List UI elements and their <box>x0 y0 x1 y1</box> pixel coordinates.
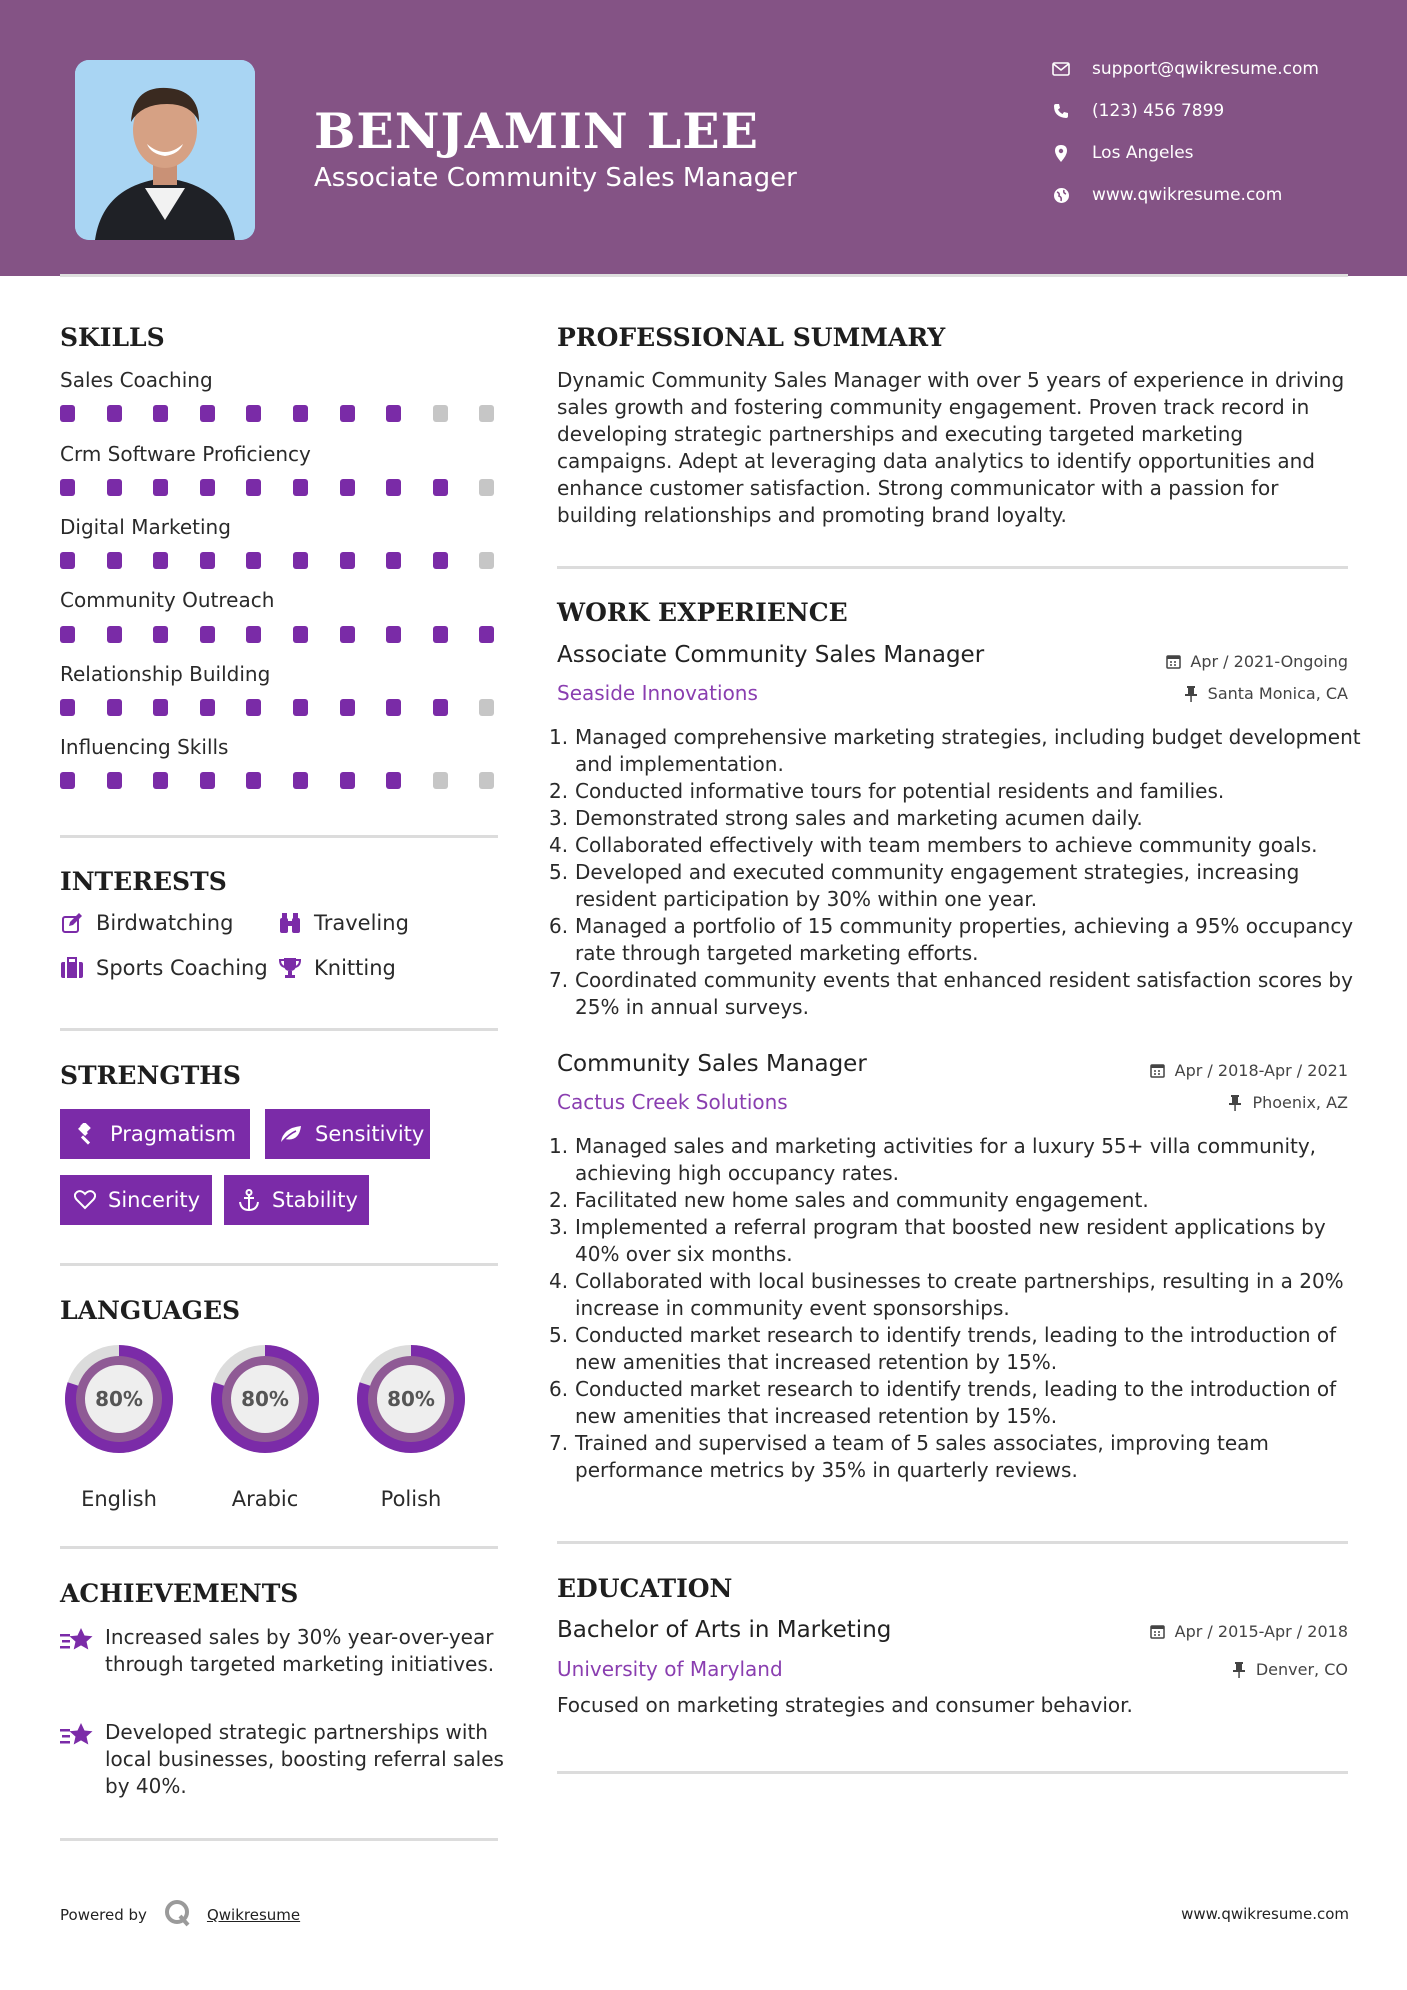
skill-dot-filled <box>107 552 122 569</box>
gavel-icon <box>74 1122 98 1146</box>
strength-tag <box>224 1175 369 1225</box>
skill-dot-filled <box>107 405 122 422</box>
job-bullet: 5. Conducted market research to identify trends, leading to the introduction of new amenities that increased retention by 15%. <box>549 1323 1337 1374</box>
anchor-icon <box>238 1188 260 1212</box>
interest-label: Traveling <box>314 911 409 935</box>
job-location-text: Santa Monica, CA <box>1207 684 1348 703</box>
skill-dot-filled <box>340 405 355 422</box>
skill-name: Digital Marketing <box>60 515 231 539</box>
job-bullet: 2. Facilitated new home sales and community engagement. <box>549 1188 1149 1212</box>
skill-dot-filled <box>386 405 401 422</box>
school-name: University of Maryland <box>557 1657 783 1681</box>
job-location <box>1182 684 1348 703</box>
languages-heading: LANGUAGES <box>60 1296 241 1325</box>
job-bullets <box>549 1133 1362 1484</box>
contact-location-text: Los Angeles <box>1092 143 1194 163</box>
language-percent: 80% <box>241 1387 289 1411</box>
candidate-title: Associate Community Sales Manager <box>314 163 797 193</box>
job-location <box>1226 1093 1348 1112</box>
section-divider <box>557 566 1348 569</box>
skill-dot-filled <box>60 479 75 496</box>
strength-label: Stability <box>272 1188 358 1212</box>
interest-item <box>278 956 396 980</box>
suitcase-icon <box>60 956 84 980</box>
job-bullets <box>549 724 1362 1021</box>
binoculars-icon <box>278 911 302 935</box>
job-title: Associate Community Sales Manager <box>557 642 985 668</box>
candidate-name: BENJAMIN LEE <box>314 102 759 160</box>
experience-heading: WORK EXPERIENCE <box>557 598 848 627</box>
language-percent: 80% <box>95 1387 143 1411</box>
summary-heading: PROFESSIONAL SUMMARY <box>557 323 946 352</box>
qwikresume-logo-icon <box>163 1898 193 1932</box>
skill-dot-filled <box>153 699 168 716</box>
interest-item <box>60 911 233 935</box>
section-divider <box>60 1263 498 1266</box>
profile-photo <box>75 60 255 240</box>
job-bullet: 4. Collaborated effectively with team members to achieve community goals. <box>549 833 1318 857</box>
skill-dot-filled <box>200 772 215 789</box>
education-location <box>1230 1660 1348 1679</box>
skill-dot-filled <box>107 626 122 643</box>
education-location-text: Denver, CO <box>1255 1660 1348 1679</box>
skill-dot-filled <box>60 699 75 716</box>
skill-dot-filled <box>200 699 215 716</box>
strengths-heading: STRENGTHS <box>60 1061 241 1090</box>
skill-dot-filled <box>340 699 355 716</box>
star-award-icon <box>60 1626 94 1654</box>
language-item <box>349 1337 473 1511</box>
education-date-text: Apr / 2015-Apr / 2018 <box>1174 1622 1348 1641</box>
contact-website-text: www.qwikresume.com <box>1092 185 1283 205</box>
skill-dot-filled <box>386 479 401 496</box>
envelope-icon <box>1050 58 1072 80</box>
education-date <box>1149 1622 1348 1641</box>
star-award-icon <box>60 1721 94 1749</box>
skill-rating <box>60 405 500 423</box>
strength-tag <box>60 1175 212 1225</box>
job-date-text: Apr / 2021-Ongoing <box>1190 652 1348 671</box>
skill-dot-filled <box>433 479 448 496</box>
contact-email-text: support@qwikresume.com <box>1092 59 1319 79</box>
skill-dot-filled <box>433 699 448 716</box>
interest-item <box>278 911 409 935</box>
skill-dot-filled <box>60 405 75 422</box>
summary-text: Dynamic Community Sales Manager with over 5 years of experience in driving sales growth and fostering community engagement. Proven track record in developing strategic partnerships and executing targeted marketing campaigns. Adept at leveraging data analytics to identify opportunities and enhance customer satisfaction. Strong communicator with a passion for building relationships and promoting brand loyalty. <box>557 368 1345 527</box>
skill-dot-empty <box>479 479 494 496</box>
header-divider <box>60 274 1348 277</box>
skill-name: Community Outreach <box>60 588 275 612</box>
interest-label: Birdwatching <box>96 911 234 935</box>
strength-label: Sensitivity <box>315 1122 425 1146</box>
achievements-heading: ACHIEVEMENTS <box>60 1579 299 1608</box>
interest-item <box>60 956 268 980</box>
skill-dot-filled <box>153 626 168 643</box>
skill-dot-filled <box>340 772 355 789</box>
section-divider <box>60 1546 498 1549</box>
job-bullet: 7. Coordinated community events that enhanced resident satisfaction scores by 25% in annual surveys. <box>549 968 1353 1019</box>
job-bullet: 6. Managed a portfolio of 15 community properties, achieving a 95% occupancy rate through targeted marketing efforts. <box>549 914 1354 965</box>
skill-dot-filled <box>293 626 308 643</box>
skill-name: Influencing Skills <box>60 735 229 759</box>
job-bullet: 4. Collaborated with local businesses to create partnerships, resulting in a 20% increase in community event sponsorships. <box>549 1269 1344 1320</box>
skill-dot-filled <box>153 479 168 496</box>
job-bullet: 3. Implemented a referral program that boosted new resident applications by 40% over six months. <box>549 1215 1326 1266</box>
heart-icon <box>74 1188 96 1212</box>
contact-email[interactable] <box>1050 54 1380 84</box>
skill-dot-filled <box>386 699 401 716</box>
company-name: Seaside Innovations <box>557 681 758 705</box>
job-date <box>1149 1061 1348 1080</box>
skill-dot-filled <box>293 552 308 569</box>
skill-dot-filled <box>386 772 401 789</box>
skill-rating <box>60 552 500 570</box>
skill-dot-filled <box>107 479 122 496</box>
skill-dot-filled <box>153 405 168 422</box>
skill-dot-filled <box>340 479 355 496</box>
skill-rating <box>60 699 500 717</box>
skill-name: Crm Software Proficiency <box>60 442 311 466</box>
contact-website[interactable] <box>1050 180 1380 210</box>
section-divider <box>557 1541 1348 1544</box>
skill-dot-filled <box>246 479 261 496</box>
phone-icon <box>1050 100 1072 122</box>
pushpin-icon <box>1226 1094 1244 1112</box>
skill-dot-filled <box>200 552 215 569</box>
skill-dot-empty <box>479 405 494 422</box>
job-bullet: 2. Conducted informative tours for potential residents and families. <box>549 779 1225 803</box>
section-divider <box>60 835 498 838</box>
achievement-text: Developed strategic partnerships with local businesses, boosting referral sales by 40%. <box>105 1720 504 1798</box>
calendar-icon <box>1149 1623 1167 1641</box>
skill-dot-empty <box>433 772 448 789</box>
interest-label: Knitting <box>314 956 396 980</box>
footer-powered-by <box>60 1898 300 1932</box>
skill-dot-filled <box>200 626 215 643</box>
skill-dot-filled <box>107 772 122 789</box>
language-name: English <box>81 1487 157 1511</box>
language-percent: 80% <box>387 1387 435 1411</box>
powered-by-text: Powered by <box>60 1906 147 1924</box>
skill-dot-filled <box>246 772 261 789</box>
job-bullet: 3. Demonstrated strong sales and marketing acumen daily. <box>549 806 1143 830</box>
skill-dot-filled <box>293 405 308 422</box>
qwikresume-link[interactable]: Qwikresume <box>206 1906 301 1924</box>
skill-dot-filled <box>246 699 261 716</box>
interest-label: Sports Coaching <box>96 956 268 980</box>
skill-dot-filled <box>107 699 122 716</box>
education-heading: EDUCATION <box>557 1574 733 1603</box>
skill-dot-filled <box>293 772 308 789</box>
section-divider <box>60 1028 498 1031</box>
skill-dot-filled <box>340 626 355 643</box>
skill-dot-filled <box>246 405 261 422</box>
strength-label: Pragmatism <box>110 1122 236 1146</box>
degree-title: Bachelor of Arts in Marketing <box>557 1617 892 1643</box>
skill-rating <box>60 479 500 497</box>
skill-rating <box>60 626 500 644</box>
skill-dot-filled <box>293 479 308 496</box>
skill-dot-filled <box>60 626 75 643</box>
education-description: Focused on marketing strategies and consumer behavior. <box>557 1693 1133 1717</box>
strength-label: Sincerity <box>108 1188 201 1212</box>
language-name: Polish <box>380 1487 442 1511</box>
skill-name: Relationship Building <box>60 662 271 686</box>
skill-dot-filled <box>60 772 75 789</box>
job-bullet: 5. Developed and executed community engagement strategies, increasing resident participation by 30% within one year. <box>549 860 1300 911</box>
skill-dot-filled <box>479 626 494 643</box>
skill-dot-filled <box>386 552 401 569</box>
section-divider <box>60 1838 498 1841</box>
skill-dot-filled <box>433 552 448 569</box>
section-divider <box>557 1771 1348 1774</box>
pencil-square-icon <box>60 911 84 935</box>
language-item <box>57 1337 181 1511</box>
job-bullet: 7. Trained and supervised a team of 5 sales associates, improving team performance metrics by 35% in quarterly reviews. <box>549 1431 1269 1482</box>
skill-dot-empty <box>479 699 494 716</box>
map-marker-icon <box>1050 142 1072 164</box>
skill-dot-filled <box>386 626 401 643</box>
job-bullet: 1. Managed comprehensive marketing strategies, including budget development and implementation. <box>549 725 1361 776</box>
job-date-text: Apr / 2018-Apr / 2021 <box>1174 1061 1348 1080</box>
skill-dot-empty <box>479 552 494 569</box>
skill-dot-filled <box>200 405 215 422</box>
calendar-icon <box>1149 1062 1167 1080</box>
interests-heading: INTERESTS <box>60 867 227 896</box>
footer-website[interactable]: www.qwikresume.com <box>1181 1905 1349 1923</box>
job-bullet: 6. Conducted market research to identify trends, leading to the introduction of new amenities that increased retention by 15%. <box>549 1377 1337 1428</box>
skill-dot-filled <box>153 772 168 789</box>
skill-dot-filled <box>340 552 355 569</box>
pushpin-icon <box>1230 1661 1248 1679</box>
skills-heading: SKILLS <box>60 323 165 352</box>
leaf-icon <box>279 1122 303 1146</box>
skill-dot-filled <box>200 479 215 496</box>
skill-dot-filled <box>153 552 168 569</box>
skill-rating <box>60 772 500 790</box>
job-location-text: Phoenix, AZ <box>1252 1093 1348 1112</box>
skill-dot-filled <box>246 626 261 643</box>
skill-dot-filled <box>60 552 75 569</box>
job-date <box>1164 652 1348 671</box>
strength-tag <box>265 1109 430 1159</box>
achievement-text: Increased sales by 30% year-over-year through targeted marketing initiatives. <box>105 1625 495 1676</box>
globe-icon <box>1050 184 1072 206</box>
job-title: Community Sales Manager <box>557 1051 867 1077</box>
calendar-icon <box>1164 653 1182 671</box>
trophy-icon <box>278 956 302 980</box>
skill-dot-empty <box>479 772 494 789</box>
language-name: Arabic <box>231 1487 299 1511</box>
contact-location[interactable] <box>1050 138 1380 168</box>
contact-phone-text: (123) 456 7899 <box>1092 101 1225 121</box>
skill-dot-empty <box>433 405 448 422</box>
contact-phone[interactable] <box>1050 96 1380 126</box>
skill-name: Sales Coaching <box>60 368 213 392</box>
pushpin-icon <box>1182 685 1200 703</box>
language-item <box>203 1337 327 1511</box>
resume-header <box>0 0 1407 276</box>
company-name: Cactus Creek Solutions <box>557 1090 788 1114</box>
skill-dot-filled <box>293 699 308 716</box>
strength-tag <box>60 1109 250 1159</box>
skill-dot-filled <box>433 626 448 643</box>
job-bullet: 1. Managed sales and marketing activities for a luxury 55+ villa community, achieving high occupancy rates. <box>549 1134 1317 1185</box>
skill-dot-filled <box>246 552 261 569</box>
